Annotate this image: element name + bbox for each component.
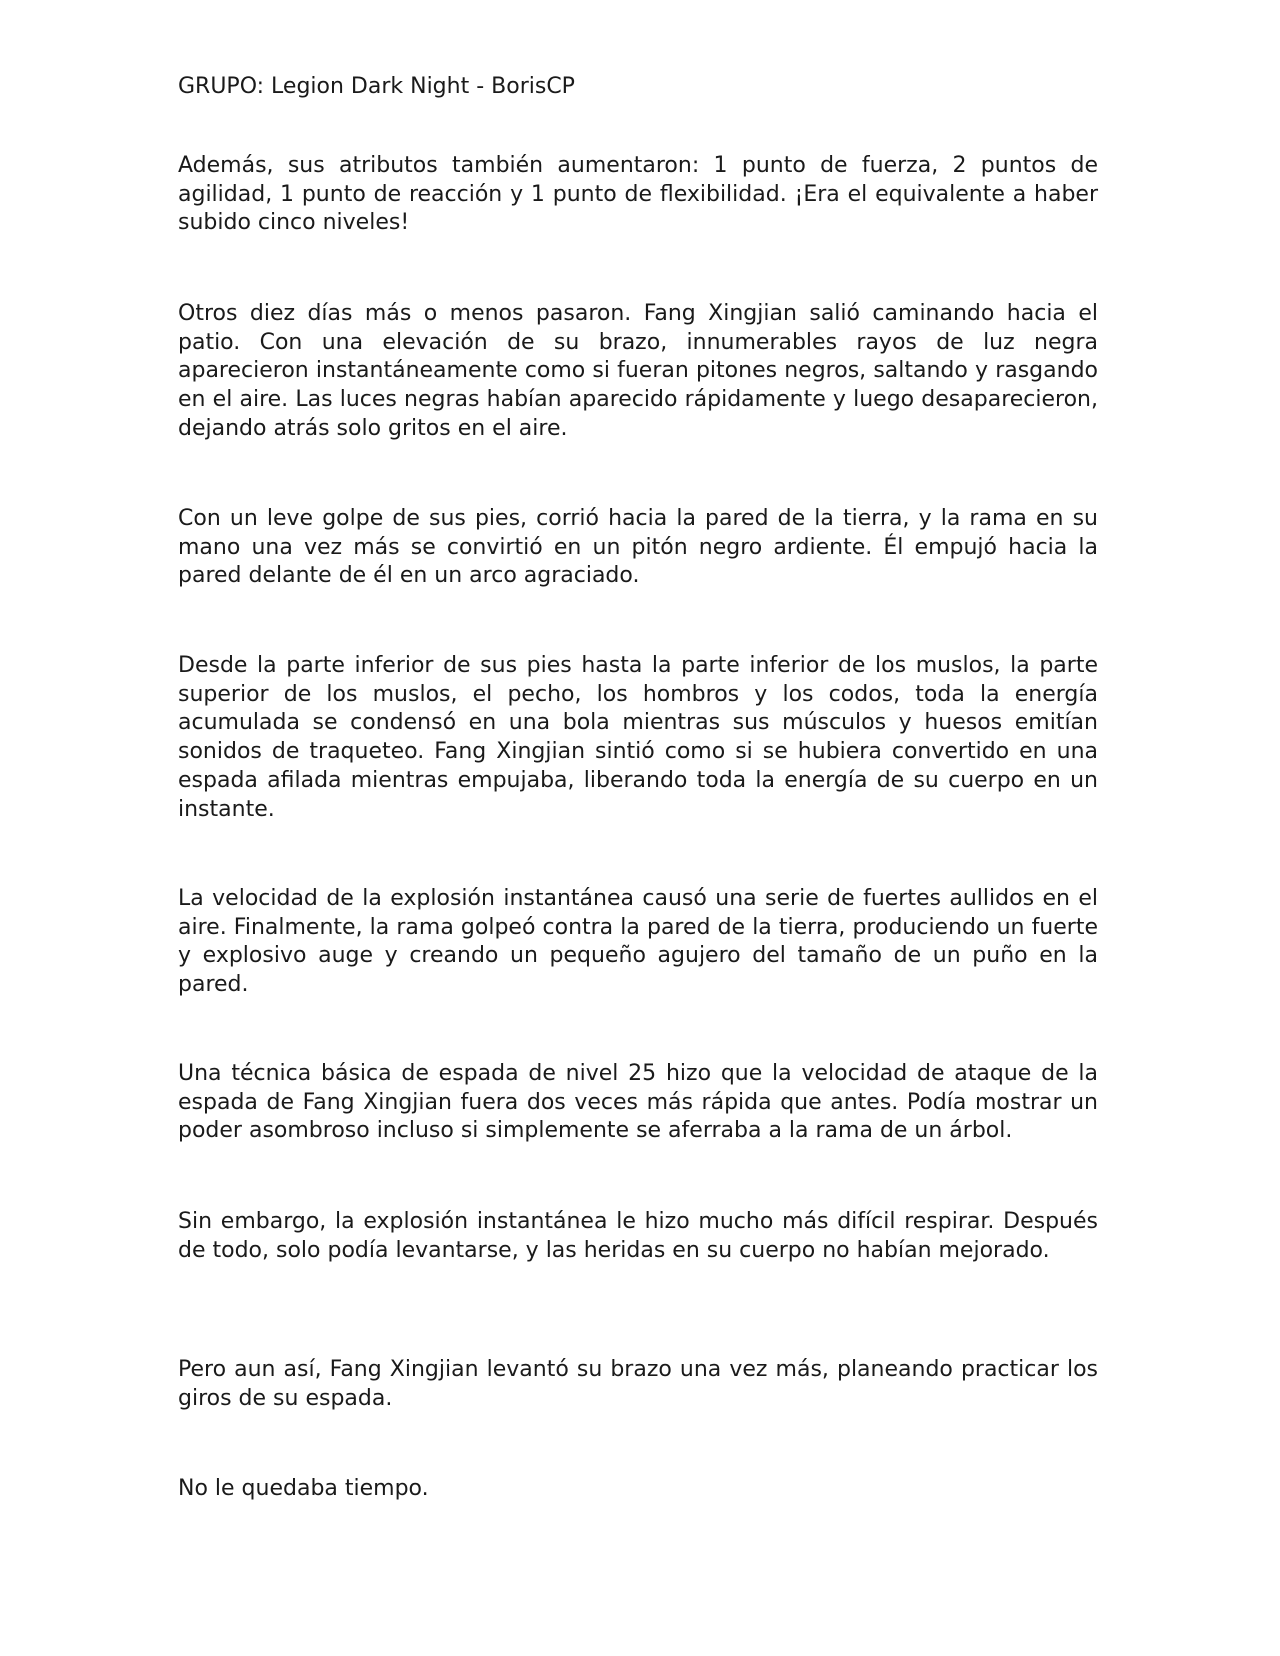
- paragraph-technique: Una técnica básica de espada de nivel 25 hizo que la velocidad de ataque de la espada de Fang Xingjian fuera dos veces más rápida que antes. Podía mostrar un poder asombroso incluso si simplemente se aferraba a la rama de un árbol.: [178, 1061, 1098, 1144]
- paragraph-explosion: La velocidad de la explosión instantánea causó una serie de fuertes aullidos en el aire. Finalmente, la rama golpeó contra la pared de la tierra, produciendo un fuerte y explosivo auge y creando un pequeño agujero del tamaño de un puño en la pared.: [178, 886, 1098, 998]
- paragraph-earth-wall: Con un leve golpe de sus pies, corrió hacia la pared de la tierra, y la rama en su mano una vez más se convirtió en un pitón negro ardiente. Él empujó hacia la pared delante de él en un arco agraciado.: [178, 506, 1098, 589]
- paragraph-energy: Desde la parte inferior de sus pies hasta la parte inferior de los muslos, la parte superior de los muslos, el pecho, los hombros y los codos, toda la energía acumulada se condensó en una bola mientras sus músculos y huesos emitían sonidos de traqueteo. Fang Xingjian sintió como si se hubiera convertido en una espada afilada mientras empujaba, liberando toda la energía de su cuerpo en un instante.: [178, 653, 1098, 822]
- paragraph-breathing: Sin embargo, la explosión instantánea le hizo mucho más difícil respirar. Después de todo, solo podía levantarse, y las heridas en su cuerpo no habían mejorado.: [178, 1209, 1098, 1263]
- group-header: GRUPO: Legion Dark Night - BorisCP: [178, 74, 575, 99]
- paragraph-attributes: Además, sus atributos también aumentaron: 1 punto de fuerza, 2 puntos de agilidad, 1 punto de reacción y 1 punto de flexibilidad. ¡Era el equivalente a haber subido cinco niveles!: [178, 153, 1098, 236]
- paragraph-courtyard: Otros diez días más o menos pasaron. Fang Xingjian salió caminando hacia el patio. Con una elevación de su brazo, innumerables rayos de luz negra aparecieron instantáneamente como si fueran pitones negros, saltando y rasgando en el aire. Las luces negras habían aparecido rápidamente y luego desaparecieron, dejando atrás solo gritos en el aire.: [178, 301, 1098, 441]
- paragraph-practice: Pero aun así, Fang Xingjian levantó su brazo una vez más, planeando practicar los giros de su espada.: [178, 1357, 1098, 1411]
- paragraph-no-time: No le quedaba tiempo.: [178, 1476, 429, 1501]
